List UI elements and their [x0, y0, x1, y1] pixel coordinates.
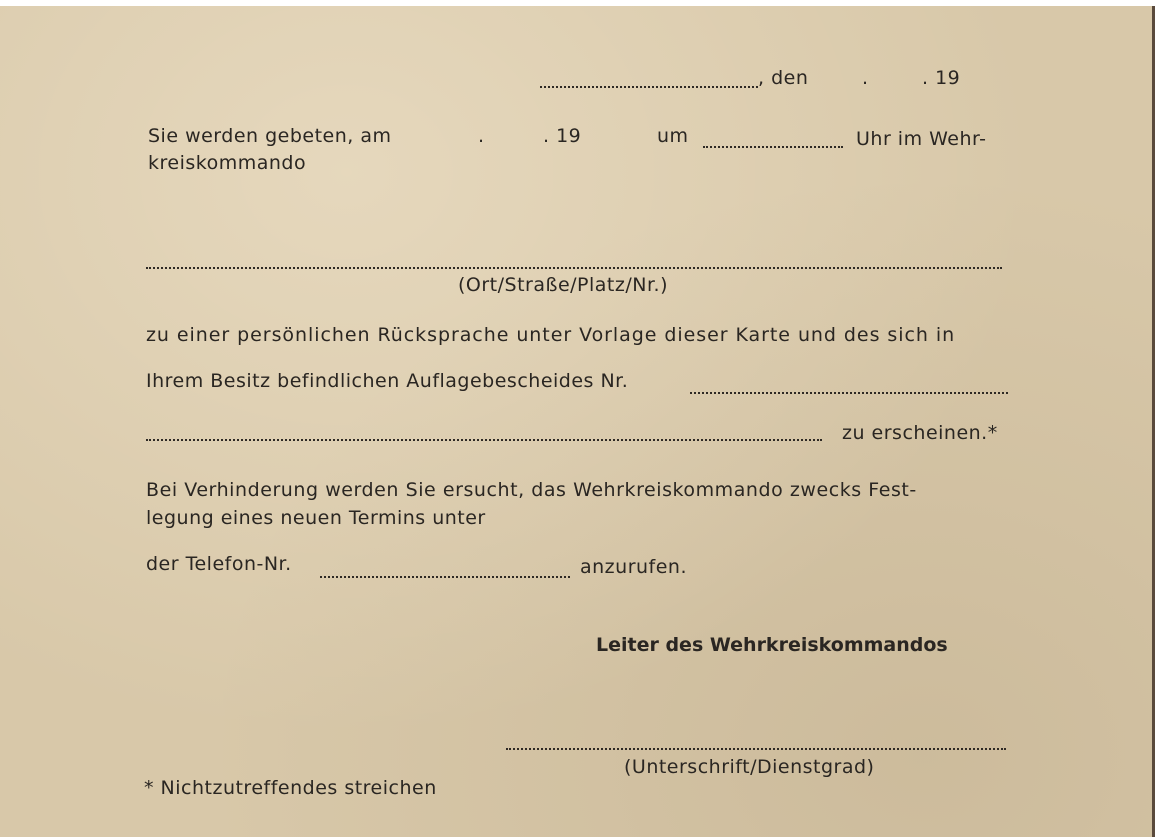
signature-title: Leiter des Wehrkreiskommandos	[596, 634, 948, 656]
invite-text: Sie werden gebeten, am	[148, 125, 392, 147]
body-line-1: zu einer persönlichen Rücksprache unter Vorlage dieser Karte und des sich in	[146, 324, 956, 346]
address-caption: (Ort/Straße/Platz/Nr.)	[458, 274, 668, 296]
phone-label: der Telefon-Nr.	[146, 553, 292, 575]
body-line-2: Ihrem Besitz befindlichen Auflagebescheides Nr.	[146, 370, 629, 392]
uhr-label: Uhr im Wehr-	[856, 128, 987, 150]
signature-blank[interactable]	[506, 748, 1006, 750]
signature-caption: (Unterschrift/Dienstgrad)	[624, 756, 875, 778]
invite-date-separator: .	[478, 125, 485, 147]
hindrance-line-1: Bei Verhinderung werden Sie ersucht, das Wehrkreiskommando zwecks Fest-	[146, 479, 917, 501]
date-separator: .	[862, 67, 869, 89]
time-blank[interactable]	[703, 146, 843, 148]
footnote: * Nichtzutreffendes streichen	[144, 777, 437, 799]
address-blank[interactable]	[146, 267, 1002, 269]
um-label: um	[657, 125, 689, 147]
invite-year: . 19	[543, 125, 582, 147]
notice-number-blank[interactable]	[690, 392, 1008, 394]
den-label: , den	[758, 67, 809, 89]
hindrance-line-2: legung eines neuen Termins unter	[146, 507, 486, 529]
phone-end-text: anzurufen.	[580, 556, 688, 578]
invite-line-2: kreiskommando	[148, 152, 307, 174]
date-year: . 19	[922, 67, 961, 89]
notice-number-blank-continued[interactable]	[146, 439, 822, 441]
phone-number-blank[interactable]	[320, 576, 570, 578]
postcard-form	[0, 6, 1155, 837]
place-blank[interactable]	[540, 86, 758, 88]
appear-text: zu erscheinen.*	[842, 422, 998, 444]
